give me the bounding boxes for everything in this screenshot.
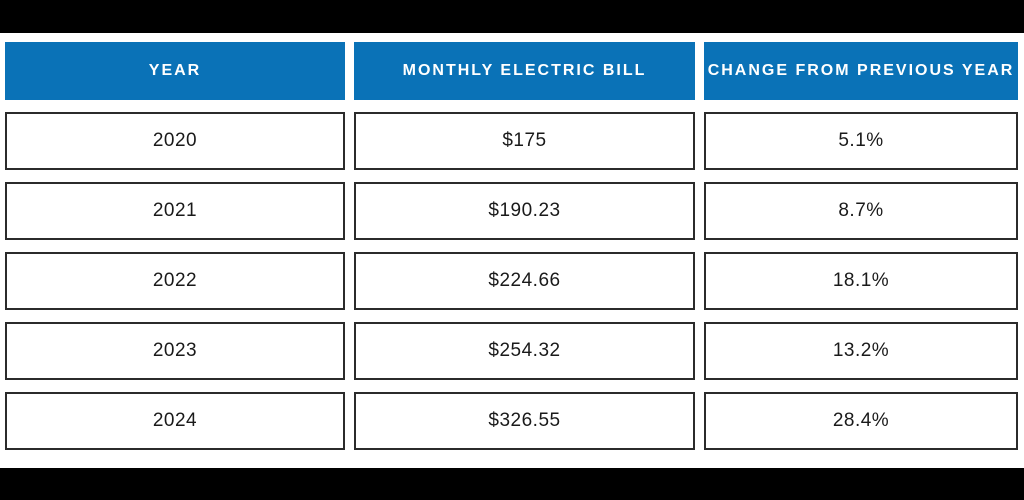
cell-2020-change: 5.1% — [704, 112, 1018, 170]
letterbox-bottom — [0, 468, 1024, 500]
column-header-change-from-previous-year: CHANGE FROM PREVIOUS YEAR — [704, 42, 1018, 100]
cell-2023-year: 2023 — [5, 322, 345, 380]
cell-2024-year: 2024 — [5, 392, 345, 450]
cell-2023-bill: $254.32 — [354, 322, 695, 380]
column-header-year: YEAR — [5, 42, 345, 100]
cell-2021-change: 8.7% — [704, 182, 1018, 240]
cell-2022-bill: $224.66 — [354, 252, 695, 310]
cell-2023-change: 13.2% — [704, 322, 1018, 380]
letterbox-top — [0, 0, 1024, 33]
cell-2022-year: 2022 — [5, 252, 345, 310]
cell-2024-bill: $326.55 — [354, 392, 695, 450]
cell-2024-change: 28.4% — [704, 392, 1018, 450]
cell-2020-bill: $175 — [354, 112, 695, 170]
cell-2021-bill: $190.23 — [354, 182, 695, 240]
column-header-monthly-electric-bill: MONTHLY ELECTRIC BILL — [354, 42, 695, 100]
cell-2021-year: 2021 — [5, 182, 345, 240]
electric-bill-table — [5, 42, 1018, 450]
cell-2022-change: 18.1% — [704, 252, 1018, 310]
cell-2020-year: 2020 — [5, 112, 345, 170]
